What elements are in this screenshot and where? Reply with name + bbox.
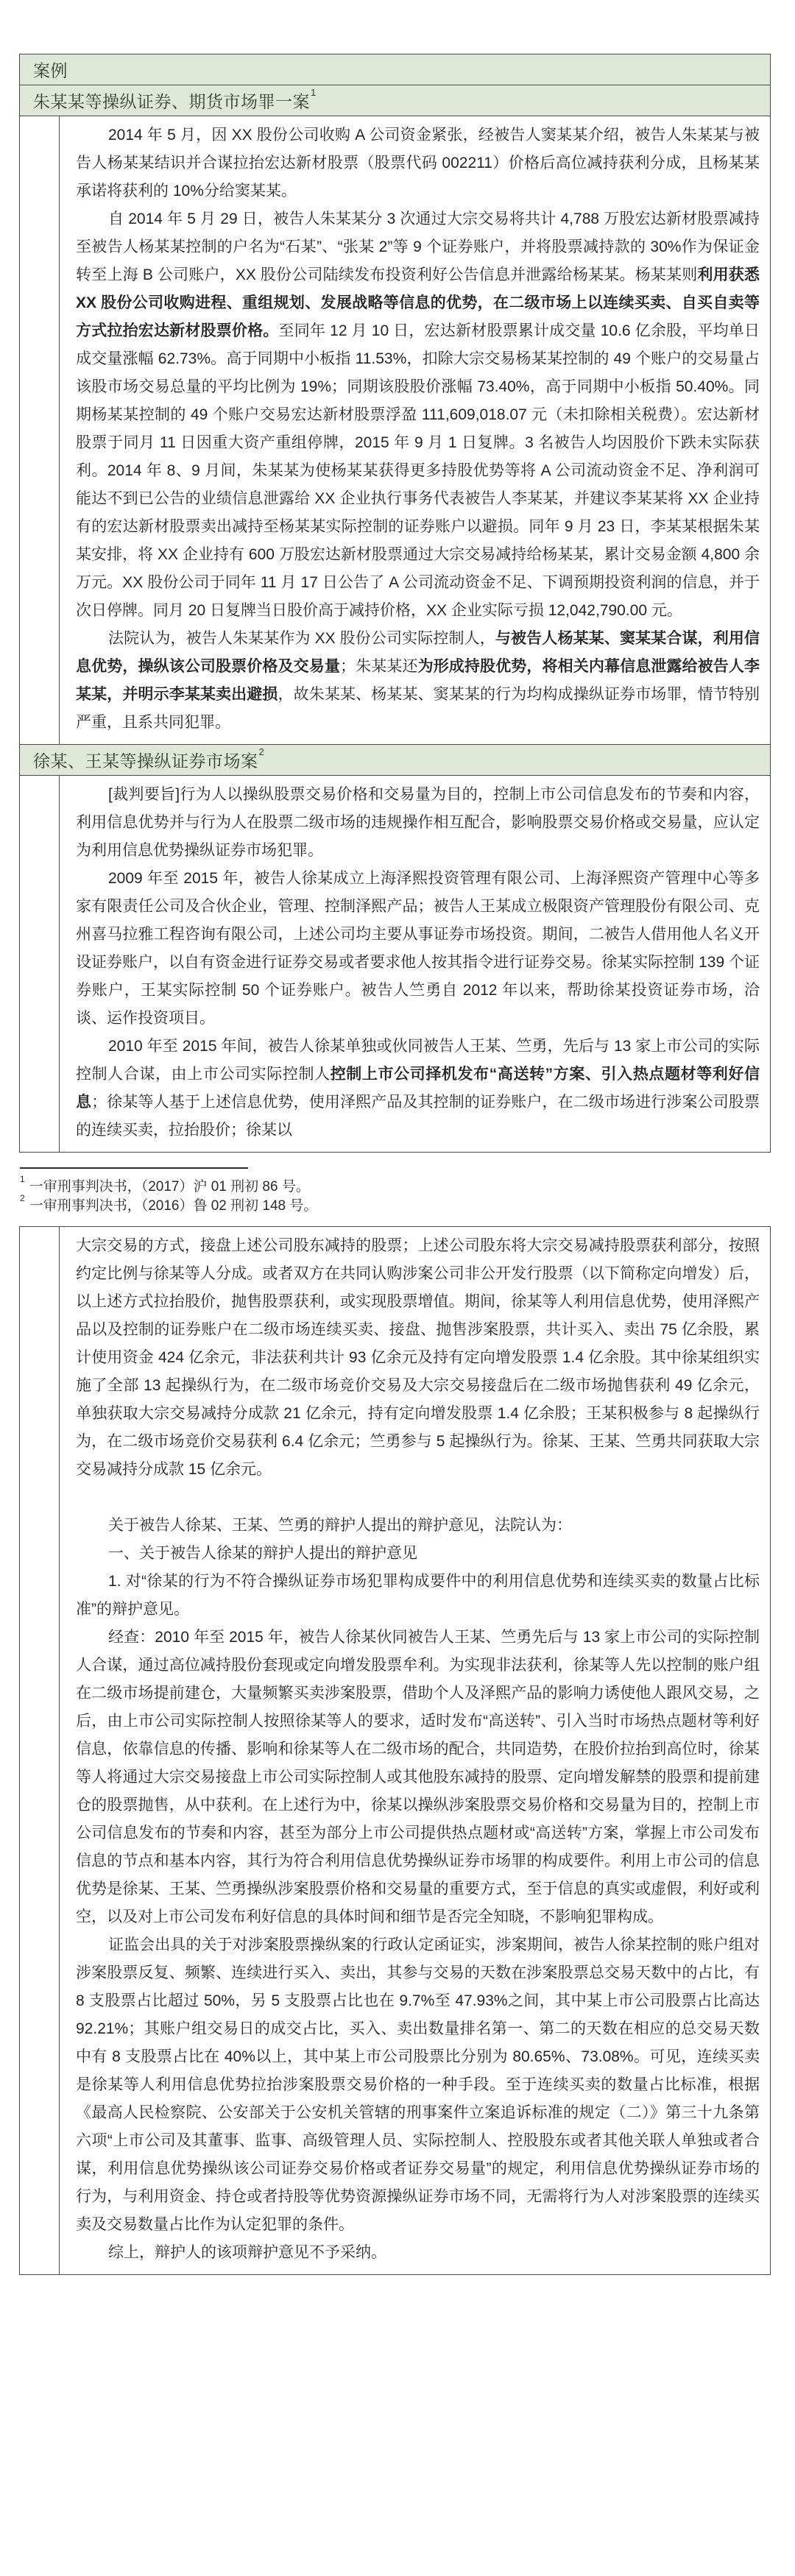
- paragraph: [76, 865, 760, 1033]
- case1-body-row: [20, 116, 770, 744]
- paragraph: [76, 781, 760, 865]
- case1-footnote-ref: 1: [311, 87, 317, 99]
- blank-line: [76, 1484, 760, 1512]
- case2-margin-cell: [20, 776, 60, 1152]
- paragraph: [76, 1540, 760, 1568]
- paragraph: [76, 121, 760, 205]
- emphasized-text: 为形成持股优势，将相关内幕信息泄露给被告人李某某，并明示李某某卖出避损: [76, 658, 760, 703]
- body-text: ，故朱某某、杨某某、窦某某的行为均构成操纵证券市场罪，情节特别严重，且系共同犯罪。: [76, 686, 760, 731]
- case2-title-row: [20, 744, 770, 776]
- body-text: 2014 年 5 月，因 XX 股份公司收购 A 公司资金紧张，经被告人窦某某介绍，被告人朱某某与被告人杨某某结识并合谋拉抬宏达新材股票（股票代码 002211）价格后高位减持获利分成，且杨某某承诺将获利的 10%分给窦某某。: [76, 127, 760, 199]
- body-text: 至同年 12 月 10 日，宏达新材股票累计成交量 10.6 亿余股，平均单日成交量涨幅 62.73%。高于同期中小板指 11.53%，扣除大宗交易杨某某控制的 49 个账户的交易量占该股市场交易总量的平均比例为 19%；同期该股股价涨幅 73.40%，高于同期中小板指 50.40%。同期杨某某控制的 49 个账户交易宏达新材股票浮盈 111,609,018.07 元（未扣除相关税费）。宏达新材股票于同月 11 日因重大资产重组停牌，2015 年 9 月 1 日复牌。3 名被告人均因股价下跌未实际获利。2014 年 8、9 月间，朱某某为使杨某某获得更多持股优势等将 A 公司流动资金不足、净利润可能达不到已公告的业绩信息泄露给 XX 企业执行事务代表被告人李某某，并建议李某某将 XX 企业持有的宏达新材股票卖出减持至杨某某实际控制的证券账户以避损。同年 9 月 23 日，李某某根据朱某某安排，将 XX 企业持有 600 万股宏达新材股票通过大宗交易减持给杨某某，累计交易金额 4,800 余万元。XX 股份公司于同年 11 月 17 日公告了 A 公司流动资金不足、下调预期投资利润的信息，并于次日停牌。同月 20 日复牌当日股价高于减持价格，XX 企业实际亏损 12,042,790.00 元。: [76, 322, 760, 619]
- body-text: 一、关于被告人徐某的辩护人提出的辩护意见: [108, 1545, 417, 1562]
- paragraph: [76, 625, 760, 737]
- body-text: 关于被告人徐某、王某、竺勇的辩护人提出的辩护意见，法院认为：: [108, 1517, 572, 1534]
- footnote-2: [20, 1192, 775, 1216]
- case2-text-cell: [60, 776, 770, 1152]
- paragraph: [76, 1033, 760, 1144]
- emphasized-text: 控制上市公司择机发布“高送转”方案、引入热点题材等利好信息: [76, 1066, 760, 1111]
- body-text: ；朱某某还: [339, 658, 418, 675]
- body-text: 2010 年至 2015 年间，被告人徐某单独或伙同被告人王某、竺勇，先后与 13 家上市公司的实际控制人合谋，由上市公司实际控制人: [76, 1038, 760, 1083]
- body-text: 大宗交易的方式，接盘上述公司股东减持的股票；上述公司股东将大宗交易减持股票获利部分，按照约定比例与徐某等人分成。或者双方在共同认购涉案公司非公开发行股票（以下简称定向增发）后，以上述方式拉抬股价，抛售股票获利，或实现股票增值。期间，徐某等人利用信息优势，使用泽熙产品以及控制的证券账户在二级市场连续买卖、接盘、抛售涉案股票，共计买入、卖出 75 亿余股，累计使用资金 424 亿余元，非法获利共计 93 亿余元及持有定向增发股票 1.4 亿余股。其中徐某组织实施了全部 13 起操纵行为，在二级市场竞价交易及大宗交易接盘后在二级市场抛售获利 49 亿余元，单独获取大宗交易减持分成款 21 亿余元，持有定向增发股票 1.4 亿余股；王某积极参与 8 起操纵行为，在二级市场竞价交易获利 6.4 亿余元；竺勇参与 5 起操纵行为。徐某、王某、竺勇共同获取大宗交易减持分成款 15 亿余元。: [76, 1237, 760, 1478]
- case2-title: 徐某、王某等操纵证券市场案$^2$: [33, 746, 265, 771]
- emphasized-text: 与被告人杨某某、窦某某合谋，利用信息优势，操纵该公司股票价格及交易量: [76, 630, 760, 675]
- paragraph: [76, 1568, 760, 1624]
- body-text: 自 2014 年 5 月 29 日，被告人朱某某分 3 次通过大宗交易将共计 4,788 万股宏达新材股票减持至被告人杨某某控制的户名为“石某”、“张某 2”等 9 个证券账户，并将股票减持款的 30%作为保证金转至上海 B 公司账户，XX 股份公司陆续发布投资利好公告信息并泄露给杨某某。杨某某则: [76, 210, 760, 283]
- case2-footnote-ref: 2: [258, 746, 265, 758]
- body-text: 证监会出具的关于对涉案股票操纵案的行政认定函证实，涉案期间，被告人徐某控制的账户组对涉案股票反复、频繁、连续进行买入、卖出，其参与交易的天数在涉案股票总交易天数中的占比，有 8 支股票占比超过 50%，另 5 支股票占比也在 9.7%至 47.93%之间，其中某上市公司股票占比高达 92.21%；其账户组交易日的成交占比，买入、卖出数量排名第一、第二的天数在相应的总交易天数中有 8 支股票占比在 40%以上，其中某上市公司股票比分别为 80.65%、73.08%。可见，连续买卖是徐某等人利用信息优势拉抬涉案股票交易价格的一种手段。至于连续买卖的数量占比标准，根据《最高人民检察院、公安部关于公安机关管辖的刑事案件立案追诉标准的规定（二）》第三十九条第六项“上市公司及其董事、监事、高级管理人员、实际控制人、控股股东或者其他关联人单独或者合谋，利用信息优势操纵该公司证券交易价格或者证券交易量”的规定，利用信息优势操纵证券市场的行为，与利用资金、持仓或者持股等优势资源操纵证券市场不同，无需将行为人对涉案股票的连续买卖及交易数量占比作为认定犯罪的条件。: [76, 1936, 760, 2233]
- table-header-row: [20, 54, 770, 85]
- body-text: 法院认为，被告人朱某某作为 XX 股份公司实际控制人，: [108, 630, 495, 647]
- paragraph: [76, 1512, 760, 1540]
- footnote-1: [20, 1173, 775, 1197]
- case1-title: 朱某某等操纵证券、期货市场罪一案$^1$: [33, 87, 317, 111]
- case1-margin-cell: [20, 116, 60, 744]
- case-table-page2: [19, 1226, 771, 2275]
- case2-continued-text-cell: [60, 1227, 770, 2274]
- paragraph: [76, 1232, 760, 1484]
- case1-title-row: [20, 85, 770, 116]
- case2-continued-body-row: [20, 1227, 770, 2274]
- paragraph: [76, 2239, 760, 2267]
- body-text: 2009 年至 2015 年，被告人徐某成立上海泽熙投资管理有限公司、上海泽熙资产管理中心等多家有限责任公司及合伙企业，管理、控制泽熙产品；被告人王某成立极限资产管理股份有限公司、克州喜马拉雅工程咨询有限公司，上述公司均主要从事证券市场投资。期间，二被告人借用他人名义开设证券账户，以自有资金进行证券交易或者要求他人按其指令进行证券交易。徐某实际控制 139 个证券账户，王某实际控制 50 个证券账户。被告人竺勇自 2012 年以来，帮助徐某投资证券市场，洽谈、运作投资项目。: [76, 870, 760, 1027]
- footnote-2-marker: 2: [20, 1192, 25, 1203]
- footnote-2-text: 一审刑事判决书，（2016）鲁 02 刑初 148 号。: [29, 1198, 318, 1214]
- paragraph: [76, 205, 760, 625]
- body-text: 综上，辩护人的该项辩护意见不予采纳。: [108, 2244, 386, 2261]
- case1-text-cell: [60, 116, 770, 744]
- footnote-divider: [20, 1167, 248, 1169]
- case2-continued-margin-cell: [20, 1227, 60, 2274]
- table-header-label: 案例: [33, 61, 68, 80]
- emphasized-text: 利用获悉 XX 股份公司收购进程、重组规划、发展战略等信息的优势，在二级市场上以连续买卖、自买自卖等方式拉抬宏达新材股票价格。: [76, 266, 760, 339]
- body-text: ；徐某等人基于上述信息优势，使用泽熙产品及其控制的证券账户，在二级市场进行涉案公司股票的连续买卖，拉抬股价；徐某以: [76, 1094, 760, 1139]
- footnote-1-marker: 1: [20, 1173, 25, 1184]
- case2-body-row: [20, 776, 770, 1152]
- paragraph: [76, 1931, 760, 2239]
- case-table-page1: [19, 54, 771, 1153]
- footnote-1-text: 一审刑事判决书，（2017）沪 01 刑初 86 号。: [29, 1179, 310, 1195]
- footnotes-section: [19, 1153, 775, 1226]
- body-text: 1. 对“徐某的行为不符合操纵证券市场犯罪构成要件中的利用信息优势和连续买卖的数量占比标准”的辩护意见。: [76, 1573, 760, 1618]
- body-text: [裁判要旨]行为人以操纵股票交易价格和交易量为目的，控制上市公司信息发布的节奏和内容，利用信息优势并与行为人在股票二级市场的违规操作相互配合，影响股票交易价格或交易量，应认定为利用信息优势操纵证券市场犯罪。: [76, 786, 760, 859]
- body-text: 经查：2010 年至 2015 年，被告人徐某伙同被告人王某、竺勇先后与 13 家上市公司的实际控制人合谋，通过高位减持股份套现或定向增发股票牟利。为实现非法获利，徐某等人先以控制的账户组在二级市场提前建仓，大量频繁买卖涉案股票，借助个人及泽熙产品的影响力诱使他人跟风交易，之后，由上市公司实际控制人按照徐某等人的要求，适时发布“高送转”、引入当时市场热点题材等利好信息，依靠信息的传播、影响和徐某等人在二级市场的配合，共同造势，在股价拉抬到高位时，徐某等人将通过大宗交易接盘上市公司实际控制人或其他股东减持的股票、定向增发解禁的股票和提前建仓的股票抛售，从中获利。在上述行为中，徐某以操纵涉案股票交易价格和交易量为目的，控制上市公司信息发布的节奏和内容，甚至为部分上市公司提供热点题材或“高送转”方案，掌握上市公司发布信息的节点和基本内容，其行为符合利用信息优势操纵证券市场罪的构成要件。利用上市公司的信息优势是徐某、王某、竺勇操纵涉案股票价格和交易量的重要方式，至于信息的真实或虚假，利好或利空，以及对上市公司发布利好信息的具体时间和细节是否完全知晓，不影响犯罪构成。: [76, 1629, 760, 1925]
- paragraph: [76, 1624, 760, 1931]
